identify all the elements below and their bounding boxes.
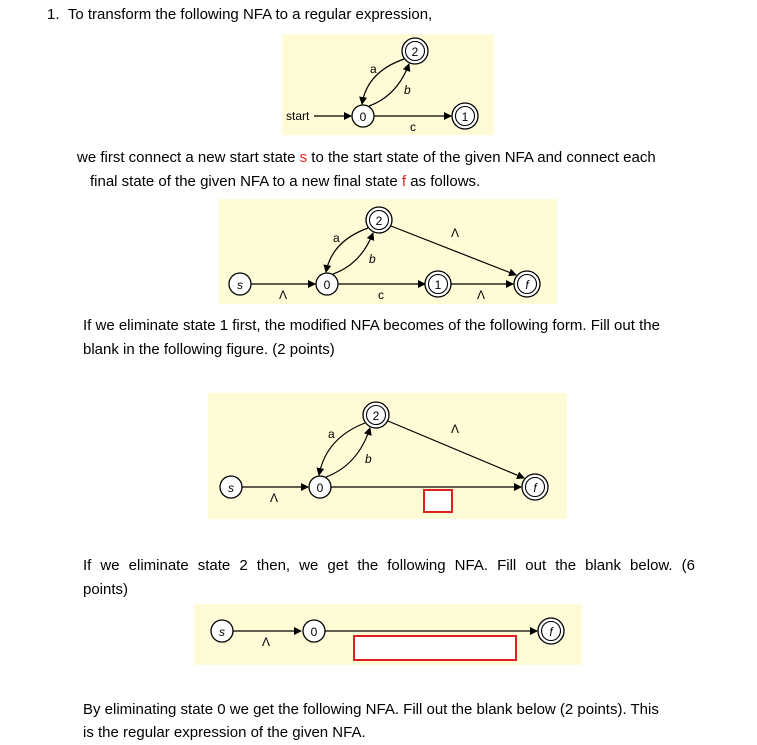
step1-line2 (90, 170, 480, 194)
state-s-label: s (237, 278, 243, 292)
edge-b-label: b (365, 452, 372, 466)
state-1-label: 1 (434, 278, 442, 292)
edge-a-label: a (333, 231, 340, 245)
state-0-label: 0 (310, 625, 318, 639)
step1-text-c: final state of the given NFA to a new final state (90, 173, 402, 190)
edge-lambda-s0: Λ (278, 288, 288, 302)
step4-line1: By eliminating state 0 we get the following NFA. Fill out the blank below (2 points). This (83, 701, 659, 718)
step3-line1: If we eliminate state 2 then, we get the following NFA. Fill out the blank below. (6 (83, 557, 695, 574)
edge-lambda-s0: Λ (261, 635, 271, 649)
state-0-label: 0 (323, 278, 331, 292)
edge-lambda-2f: Λ (450, 226, 460, 240)
edge-2-to-0 (319, 423, 365, 475)
question-heading (47, 3, 432, 27)
step2-line2: blank in the following figure. (2 points) (83, 341, 335, 358)
blank-box-0f[interactable] (424, 490, 452, 512)
step1-text-a: we first connect a new start state (77, 149, 300, 166)
state-s-label: s (219, 625, 225, 639)
figure-original-nfa (282, 34, 494, 135)
state-2-label: 2 (375, 214, 383, 228)
step1-text-d: as follows. (406, 173, 481, 190)
state-2-label: 2 (372, 409, 380, 423)
nfa-diagram-3 (208, 393, 567, 519)
question-intro: To transform the following NFA to a regular expression, (67, 6, 433, 23)
question-number: 1. (47, 6, 60, 23)
nfa-diagram-2 (219, 199, 557, 304)
edge-a-label: a (328, 427, 335, 441)
step4-line2: is the regular expression of the given NFA. (83, 724, 366, 741)
step2-line1: If we eliminate state 1 first, the modified NFA becomes of the following form. Fill out the (83, 317, 660, 334)
state-f-label: f (549, 625, 553, 639)
state-0-label: 0 (359, 110, 367, 124)
figure-eliminate-state-2 (194, 604, 582, 665)
step1-text-b: to the start state of the given NFA and connect each (307, 149, 656, 166)
step3-line2: points) (83, 581, 129, 598)
edge-lambda-1f: Λ (476, 288, 486, 302)
blank-box-0f[interactable] (354, 636, 516, 660)
start-label: start (286, 109, 310, 123)
nfa-diagram-1 (282, 34, 494, 135)
edge-a-label: a (370, 62, 377, 76)
step1-line1 (77, 146, 656, 170)
nfa-diagram-4 (194, 604, 582, 665)
figure-eliminate-state-1 (208, 393, 567, 519)
state-2-label: 2 (411, 45, 419, 59)
figure-augmented-nfa (219, 199, 557, 304)
edge-c-label: c (378, 288, 384, 302)
state-f-label: f (533, 481, 537, 495)
state-0-label: 0 (316, 481, 324, 495)
edge-lambda-s0: Λ (269, 491, 279, 505)
edge-b-label: b (404, 83, 411, 97)
edge-b-label: b (369, 252, 376, 266)
edge-c-label: c (410, 120, 416, 134)
state-s-label: s (228, 481, 234, 495)
step1-f-highlight: f (401, 173, 407, 190)
step1-s-highlight: s (299, 149, 308, 166)
state-f-label: f (525, 278, 529, 292)
edge-2-to-0 (362, 59, 404, 104)
state-1-label: 1 (461, 110, 469, 124)
edge-lambda-2f: Λ (450, 422, 460, 436)
